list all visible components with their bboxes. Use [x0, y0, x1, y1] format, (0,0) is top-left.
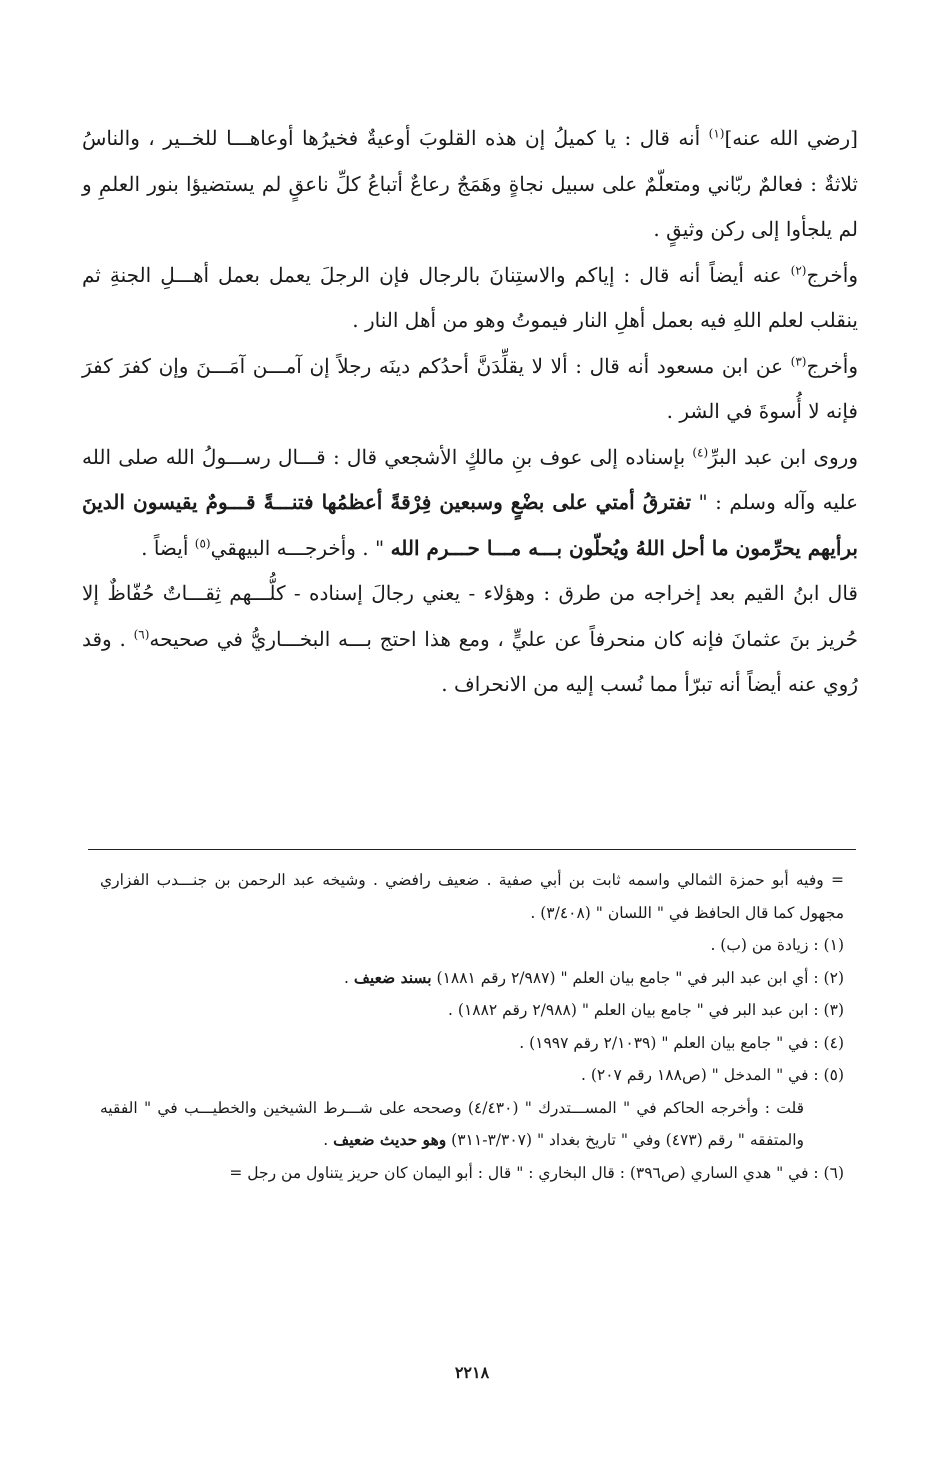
- footnote-ref: (٣): [790, 353, 807, 368]
- page-number: ٢٢١٨: [454, 1363, 490, 1382]
- grading-text: وهو حديث ضعيف: [333, 1130, 447, 1149]
- footnote-ref: (١): [708, 126, 725, 141]
- text-run: .: [323, 1131, 334, 1149]
- footnote-1: (١) : زيادة من (ب) .: [710, 936, 844, 954]
- footnote-note: [100, 1092, 844, 1157]
- text-run: وأخرج: [806, 353, 858, 378]
- text-run: بإسناده إلى عوف بنِ مالكٍ الأشجعي قال : قـــال رســـولُ الله صلى الله عليه وآله وسلم : ": [82, 444, 858, 514]
- paragraph-5: [82, 571, 858, 708]
- text-run: [رضي الله عنه]: [724, 126, 858, 150]
- footnote-2: [100, 962, 844, 995]
- text-run: .: [344, 968, 354, 987]
- text-run: أنه قال : يا كميلُ إن هذه القلوبَ أوعيةٌ فخيرُها أوعاهـــا للخــير ، والناسُ ثلاثةٌ : فعالمٌ ربّاني ومتعلّمٌ على سبيل نجاةٍ وهَمَجٌ رعاعٌ أتباعُ كلِّ ناعقٍ لم يستضيؤا بنور العلمِ و لم يلجأوا إلى ركن وثيقٍ .: [82, 126, 858, 241]
- paragraph-2: [82, 253, 858, 344]
- text-run: وأخرج: [806, 262, 858, 287]
- paragraph-1: [82, 116, 858, 253]
- footnote-ref: (٢): [790, 262, 807, 277]
- footnote-ref: (٦): [133, 626, 150, 641]
- text-run: . وقد رُوي عنه أيضاً أنه تبرّأ مما نُسب إليه من الانحراف .: [82, 626, 858, 696]
- footnote-3: (٣) : ابن عبد البر في " جامع بيان العلم " (٢/٩٨٨ رقم ١٨٨٢) .: [448, 1001, 844, 1019]
- text-run: " . وأخرجـــه البيهقي: [210, 535, 391, 560]
- footnote-4: (٤) : في " جامع بيان العلم " (٢/١٠٣٩ رقم ١٩٩٧) .: [519, 1033, 844, 1052]
- footnotes: [100, 864, 844, 1189]
- grading-text: بسند ضعيف: [353, 967, 432, 987]
- footnote-divider: [88, 849, 856, 850]
- footnote-continuation: = وفيه أبو حمزة الثمالي واسمه ثابت بن أبي صفية . ضعيف رافضي . وشيخه عبد الرحمن بن جنـــدب الفزاري مجهول كما قال الحافظ في " اللسان " (٣/٤٠٨) .: [100, 871, 844, 922]
- text-run: أيضاً .: [141, 535, 195, 560]
- text-run: (٢) : أي ابن عبد البر في " جامع بيان العلم " (٢/٩٨٧ رقم ١٨٨١): [431, 968, 844, 987]
- text-run: وروى ابن عبد البرِّ: [708, 444, 858, 469]
- text-run: عن ابن مسعود أنه قال : ألا لا يقلِّدَنَّ أحدُكم دينَه رجلاً إن آمـــن آمَـــنَ وإن كفرَ كفرَ فإنه لا أُسوةَ في الشر .: [82, 353, 858, 423]
- text-run: قال ابنُ القيم بعد إخراجه من طرق : وهؤلاء - يعني رجالَ إسناده - كلُّـــهم ثِقـــاتٌ حُفّاظٌ إلا حُريز بنَ عثمانَ فإنه كان منحرفاً عن عليٍّ ، ومع هذا احتج بـــه البخـــاريُّ في صحيحه: [82, 581, 858, 651]
- hadith-text: تفترقُ أمتي على بضْعٍ وسبعين فِرْقةً أعظمُها فتنـــةً قـــومٌ يقيسون الدينَ برأيهم يحرِّمون ما أحل اللهُ ويُحلّون بـــه مـــا حـــرم الله: [82, 490, 858, 560]
- paragraph-3: [82, 344, 858, 435]
- paragraph-4: [82, 435, 858, 572]
- text-run: قلت : وأخرجه الحاكم في " المســـتدرك " (٤/٤٣٠) وصححه على شـــرط الشيخين والخطيـــب في " الفقيه والمتفقه " رقم (٤٧٣) وفي " تاريخ بغداد " (٣/٣٠٧-٣١١): [100, 1098, 804, 1149]
- text-run: عنه أيضاً أنه قال : إياكم والاستِنانَ بالرجال فإن الرجلَ يعمل بعمل أهـــلِ الجنةِ ثم ينقلب لعلم اللهِ فيه بعمل أهلِ النار فيموتُ وهو من أهل النار .: [82, 262, 858, 332]
- main-text: [82, 116, 858, 708]
- footnote-5: (٥) : في " المدخل " (ص١٨٨ رقم ٢٠٧) .: [581, 1066, 844, 1084]
- footnote-6: (٦) : في " هدي الساري (ص٣٩٦) : قال البخاري : " قال : أبو اليمان كان حريز يتناول من رجل =: [229, 1163, 844, 1182]
- footnote-ref: (٥): [194, 535, 211, 550]
- footnote-ref: (٤): [692, 444, 709, 459]
